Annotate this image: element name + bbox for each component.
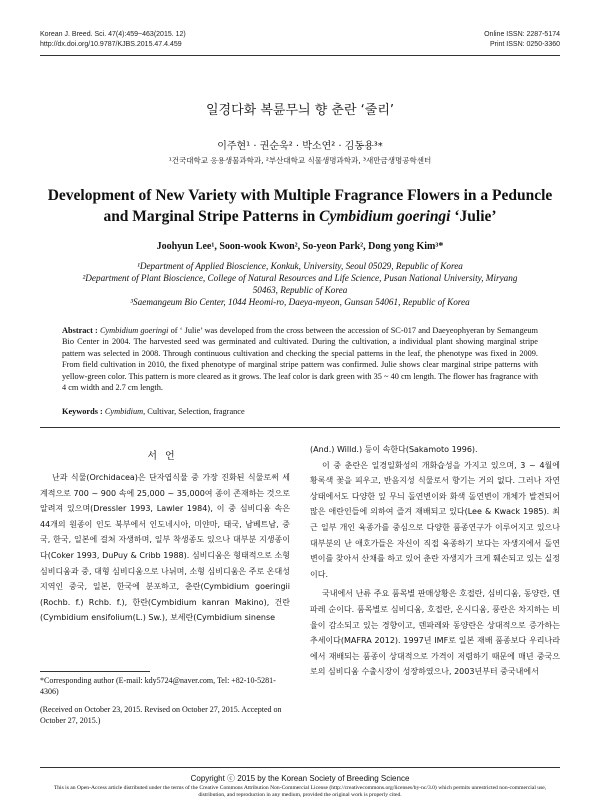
english-affiliations xyxy=(70,260,530,308)
right-column-continuation: (And.) Willd.) 등이 속한다(Sakamoto 1996). xyxy=(310,445,478,454)
english-title xyxy=(40,185,560,227)
english-authors: Joohyun Lee¹, Soon-wook Kwon², So-yeon Park², Dong yong Kim³* xyxy=(156,241,444,252)
affiliation-3: ³Saemangeum Bio Center, 1044 Heomi-ro, Daeya-myeon, Gunsan 54061, Republic of Korea xyxy=(130,297,470,307)
abstract-label: Abstract : xyxy=(62,326,98,335)
keywords-label: Keywords : xyxy=(62,407,103,416)
left-column-paragraph: 난과 식물(Orchidacea)은 단자엽식물 중 가장 진화된 식물로써 세계적으로 700 ~ 900 속에 25,000 ~ 35,000여 종이 존재하는 것으로 알려져 있으며(Dressler 1993, Lawler 1984), 이 중 심비디움 속은 44개의 원종이 인도 북부에서 인도네시아, 미얀마, 태국, 남베트남, 중국, 한국, 일본에 걸쳐 자생하며, 일부 착생종도 있으나 대부분 지생종이다(Coker 1993, DuPuy & Cribb 1988). 심비디움은 형태적으로 소형 심비디움과 중, 대형 심비디움으로 나뉘며, 소형 심비디움은 주로 온대성 지역인 중국, 일본, 한국에 분포하고, 춘란(Cymbidium goeringii (Rochb. f.) Rchb. f.), 한란(Cymbidium kanran Makino), 건란(Cymbidium ensifolium(L.) Sw.), 보세란(Cymbidium sinense xyxy=(40,473,290,623)
keywords-rest: , Cultivar, Selection, fragrance xyxy=(143,407,245,416)
doi-link[interactable]: http://dx.doi.org/10.9787/KJBS.2015.47.4.459 xyxy=(40,41,182,48)
english-title-species: Cymbidium goeringi xyxy=(319,208,451,225)
abstract-rule xyxy=(40,427,560,428)
korean-affiliations: ¹건국대학교 응용생물과학과, ²부산대학교 식물생명과학과, ³새만금생명공학센터 xyxy=(168,156,432,165)
abstract xyxy=(62,325,538,393)
received-dates: (Received on October 23, 2015. Revised on October 27, 2015. Accepted on October 27, 2015.) xyxy=(40,705,282,725)
korean-authors: 이주현¹ · 권순욱² · 박소연² · 김동용³* xyxy=(217,141,383,152)
header-right xyxy=(484,30,560,50)
print-issn: Print ISSN: 0250-3360 xyxy=(489,41,560,48)
english-title-part1: Development of New Variety with Multiple Fragrance Flowers in a Peduncle and Marginal Stripe Patterns in xyxy=(47,187,553,225)
license-text: This is an Open-Access article distributed under the terms of the Creative Commons Attribution Non-Commercial License (http://creativecommons.org/licenses/by-nc/3.0) which permits unrestricted non-commercial use, distribution, and reproduction in any medium, provided the original work is properly cited. xyxy=(53,785,547,798)
abstract-species: Cymbidium goeringi xyxy=(99,326,169,335)
korean-title: 일경다화 복륜무늬 향 춘란 ‘줄리’ xyxy=(205,103,395,118)
right-column-paragraph-3: 국내에서 난류 주요 품목별 판매상황은 호접란, 심비디움, 동양란, 덴파레 순이다. 품목별로 심비디움, 호접란, 온시디움, 풍란은 차지하는 비율이 감소되고 있는 경향이고, 덴파레와 동양란은 상대적으로 증가하는 추세이다(MAFRA 2012). 1997년 IMF로 일본 재배 품종보다 우리나라에서 재배되는 품종이 상대적으로 가격이 저렴하기 때문에 매년 중국으로의 심비디움 수출시장이 성장하였으나, 2003년부터 중국내에서 xyxy=(310,589,560,677)
header-left xyxy=(40,30,186,50)
abstract-text: of ‘ Julie’ was developed from the cross between the accession of SC-017 and Daeyeophyeran by Semangeum Bio Center in 2004. The harvested seed was germinated and cultivated. During the cultivation, a individual plant showing marginal stripe pattern was selected in 2008. Through continuous cultivation and checking the special patterns in the leaf, the phenotype was fixed in 2009. From field cultivation in 2010, the fixed phenotype of marginal stripe pattern was confirmed. Julie shows clear marginal stripe patterns with yellow-green color. This pattern is more cleared as it grows. The leaf color is dark green with 35 ~ 40 cm length. The flower has fragrance with 4 cm width and 2.7 cm length. xyxy=(62,326,538,393)
online-issn: Online ISSN: 2287-5174 xyxy=(484,31,560,38)
keywords-genus: Cymbidium xyxy=(104,407,144,416)
header-rule xyxy=(40,55,560,56)
affiliation-1: ¹Department of Applied Bioscience, Konkuk, University, Seoul 05029, Republic of Korea xyxy=(137,261,463,271)
footer-rule xyxy=(40,767,560,768)
section-title: 서언 xyxy=(147,451,183,462)
copyright: Copyright ⓒ 2015 by the Korean Society of Breeding Science xyxy=(190,774,410,783)
english-title-part2: ‘Julie’ xyxy=(450,208,497,225)
footnote-rule xyxy=(40,671,150,672)
keywords xyxy=(62,407,538,416)
right-column-paragraph-2: 이 중 춘란은 일경일화성의 개화습성을 가지고 있으며, 3 ~ 4월에 황록색 꽃을 피우고, 반음지성 식물로서 향기는 거의 없다. 그러나 자연 상태에서도 다양한 잎 무늬 돌연변이와 화색 돌연변이 개체가 발견되어 많은 애란인들에 의하여 즐겨 재배되고 있다(Lee & Kwack 1985). 최근 일부 개인 육종가를 중심으로 다양한 품종연구가 이루어지고 있으나 대부분의 난 애호가들은 자신이 직접 육종하기 보다는 자생지에서 돌연변이를 찾아서 산채를 하고 있어 춘란 자생지가 크게 훼손되고 있는 실정이다. xyxy=(310,460,560,579)
corresponding-author-footnote: *Corresponding author (E-mail: kdy5724@naver.com, Tel: +82-10-5281-4306) xyxy=(40,676,276,696)
left-column xyxy=(40,470,290,626)
journal-citation: Korean J. Breed. Sci. 47(4):459~463(2015. 12) xyxy=(40,31,186,38)
right-column xyxy=(310,442,560,680)
affiliation-2: ²Department of Plant Bioscience, College of Natural Resources and Life Science, Pusan National University, Miryang 50463, Republic of Korea xyxy=(82,273,518,295)
